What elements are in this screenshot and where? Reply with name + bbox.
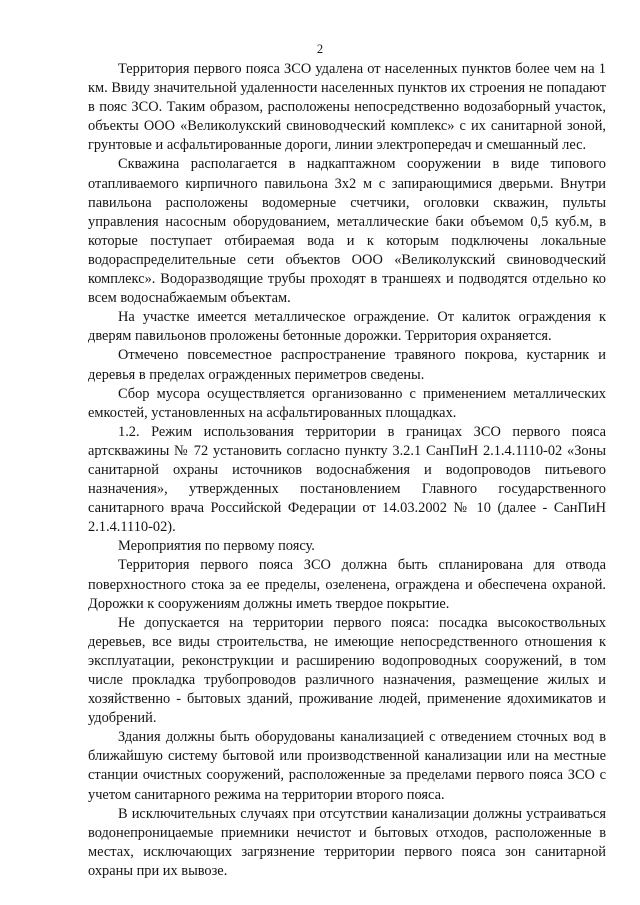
paragraph-prohibitions: Не допускается на территории первого пояса: посадка высокоствольных деревьев, все виды строительства, не имеющие непосредственного отношения к эксплуатации, реконструкции и расширению водопроводных сооружений, в том числе прокладка трубопроводов различного назначения, размещение жилых и хозяйственно - бытовых зданий, проживание людей, применение ядохимикатов и удобрений. (88, 614, 606, 727)
paragraph-first-belt-measures-heading: Мероприятия по первому поясу. (118, 538, 315, 555)
paragraph-fencing: На участке имеется металлическое ограждение. От калиток ограждения к дверям павильонов проложены бетонные дорожки. Территория охраняется. (88, 309, 606, 345)
paragraph-usage-regime: 1.2. Режим использования территории в границах ЗСО первого пояса артскважины № 72 установить согласно пункту 3.2.1 СанПиН 2.1.4.1110-02 «Зоны санитарной охраны источников водоснабжения и водопроводов питьевого назначения», утвержденных постановлением Главного государственного санитарного врача Российской Федерации от 14.03.2002 № 10 (далее - СанПиН 2.1.4.1110-02). (88, 423, 606, 536)
page-number: 2 (316, 42, 324, 56)
paragraph-well-pavilion: Скважина располагается в надкаптажном сооружении в виде типового отапливаемого кирпичного павильона 3х2 м с запирающимися дверьми. Внутри павильона расположены водомерные счетчики, оголовки скважин, пульты управления насосным оборудованием, металлические баки объемом 0,5 куб.м, в которые поступает отбираемая вода и к которым подключены локальные водораспределительные сети объектов ООО «Великолукский свиноводческий комплекс». Водоразводящие трубы проходят в траншеях и подводятся отдельно ко всем водоснабжаемым объектам. (88, 156, 606, 307)
paragraph-waste-collection: Сбор мусора осуществляется организованно с применением металлических емкостей, установленных на асфальтированных площадках. (88, 385, 606, 421)
paragraph-exceptional-cases: В исключительных случаях при отсутствии канализации должны устраиваться водонепроницаемые приемники нечистот и бытовых отходов, расположенные в местах, исключающих загрязнение территории первого пояса зон санитарной охраны при их вывозе. (88, 805, 606, 879)
paragraph-territory-planning: Территория первого пояса ЗСО должна быть спланирована для отвода поверхностного стока за ее пределы, озеленена, ограждена и обеспечена охраной. Дорожки к сооружениям должны иметь твердое покрытие. (88, 557, 606, 612)
paragraph-zone-territory: Территория первого пояса ЗСО удалена от населенных пунктов более чем на 1 км. Ввиду значительной удаленности населенных пунктов их строения не попадают в пояс ЗСО. Таким образом, расположены непосредственно водозаборный участок, объекты ООО «Великолукский свиноводческий комплекс» с их санитарной зоной, грунтовые и асфальтированные дороги, линии электропередач и смешанный лес. (88, 61, 606, 154)
paragraph-vegetation: Отмечено повсеместное распространение травяного покрова, кустарник и деревья в пределах огражденных периметров сведены. (88, 347, 606, 383)
document-body (88, 60, 606, 881)
paragraph-sewerage: Здания должны быть оборудованы канализацией с отведением сточных вод в ближайшую систему бытовой или производственной канализации или на местные станции очистных сооружений, расположенные за пределами первого пояса ЗСО с учетом санитарного режима на территории второго пояса. (88, 729, 606, 803)
